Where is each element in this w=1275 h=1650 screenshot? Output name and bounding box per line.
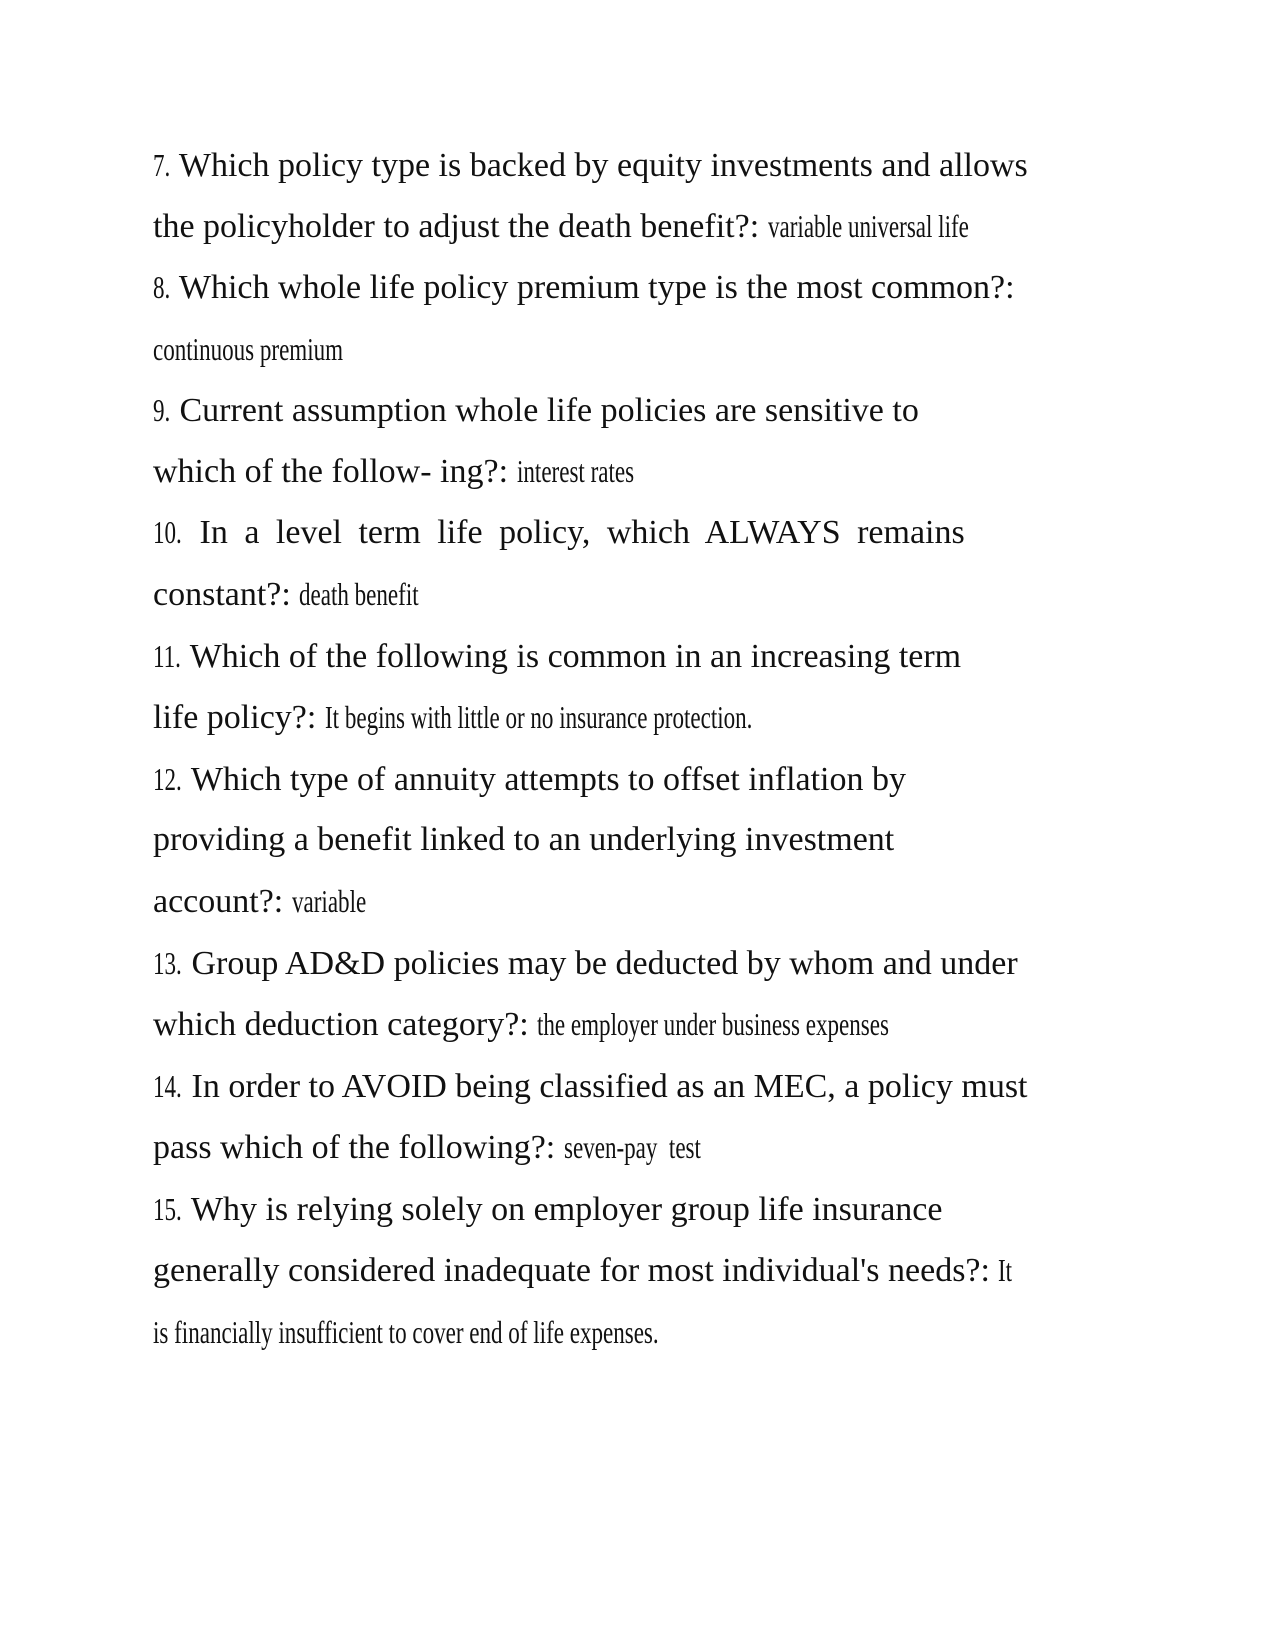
question-text: In a level term life policy, which ALWAYS remains bbox=[199, 514, 965, 551]
item-number: 15. bbox=[153, 1191, 182, 1227]
question-text: which of the follow- ing?: bbox=[153, 453, 509, 490]
question-text: Group AD&D policies may be deducted by whom and under bbox=[191, 945, 1018, 982]
answer-15-cont bbox=[153, 1302, 855, 1362]
question-14 bbox=[153, 1056, 1028, 1116]
question-text: constant?: bbox=[153, 576, 291, 613]
question-text: providing a benefit linked to an underlying investment bbox=[153, 821, 895, 858]
question-text: Why is relying solely on employer group life insurance bbox=[190, 1191, 943, 1228]
answer-text: variable universal life bbox=[767, 208, 969, 244]
question-text: Which policy type is backed by equity investments and allows bbox=[178, 147, 1028, 184]
question-text: In order to AVOID being classified as an MEC, a policy must bbox=[191, 1068, 1028, 1105]
question-text: which deduction category?: bbox=[153, 1006, 529, 1043]
answer-text: interest rates bbox=[516, 453, 634, 489]
question-7-cont bbox=[153, 196, 1047, 256]
question-10 bbox=[153, 502, 965, 562]
question-text: Which whole life policy premium type is the most common?: bbox=[178, 269, 1015, 306]
question-text: pass which of the following?: bbox=[153, 1129, 556, 1166]
question-12-cont bbox=[153, 810, 894, 870]
question-text: Which type of annuity attempts to offset inflation by bbox=[190, 761, 907, 798]
question-15-cont bbox=[153, 1240, 1018, 1300]
answer-text: the employer under business expenses bbox=[537, 1006, 890, 1042]
item-number: 12. bbox=[153, 761, 182, 797]
item-number: 10. bbox=[153, 514, 182, 550]
question-13 bbox=[153, 933, 1018, 993]
answer-text: It bbox=[998, 1252, 1013, 1288]
question-15 bbox=[153, 1179, 942, 1239]
question-10-cont bbox=[153, 564, 465, 624]
question-11-cont bbox=[153, 687, 918, 747]
question-9-cont bbox=[153, 441, 679, 501]
item-number: 8. bbox=[153, 269, 171, 305]
item-number: 14. bbox=[153, 1068, 182, 1104]
answer-text: is financially insufficient to cover end of life expenses. bbox=[153, 1314, 659, 1350]
question-14-cont bbox=[153, 1117, 754, 1177]
answer-text: continuous premium bbox=[153, 331, 344, 367]
question-text: Current assumption whole life policies are sensitive to bbox=[179, 392, 919, 429]
answer-text: seven-pay test bbox=[563, 1129, 701, 1165]
item-number: 9. bbox=[153, 392, 171, 428]
question-11 bbox=[153, 626, 961, 686]
question-text: account?: bbox=[153, 883, 284, 920]
item-number: 13. bbox=[153, 945, 182, 981]
item-number: 7. bbox=[153, 147, 171, 183]
question-9 bbox=[153, 380, 919, 440]
question-text: Which of the following is common in an increasing term bbox=[189, 638, 962, 675]
question-text: life policy?: bbox=[153, 699, 317, 736]
question-12 bbox=[153, 749, 906, 809]
question-7 bbox=[153, 135, 1028, 195]
answer-text: death benefit bbox=[299, 576, 419, 612]
answer-text: variable bbox=[291, 883, 366, 919]
answer-8 bbox=[153, 319, 417, 379]
question-text: the policyholder to adjust the death benefit?: bbox=[153, 208, 760, 245]
question-8 bbox=[153, 257, 1015, 317]
item-number: 11. bbox=[153, 638, 181, 674]
answer-text: It begins with little or no insurance protection. bbox=[324, 699, 753, 735]
question-text: generally considered inadequate for most individual's needs?: bbox=[153, 1252, 990, 1289]
question-12-cont2 bbox=[153, 871, 395, 931]
question-13-cont bbox=[153, 994, 1026, 1054]
